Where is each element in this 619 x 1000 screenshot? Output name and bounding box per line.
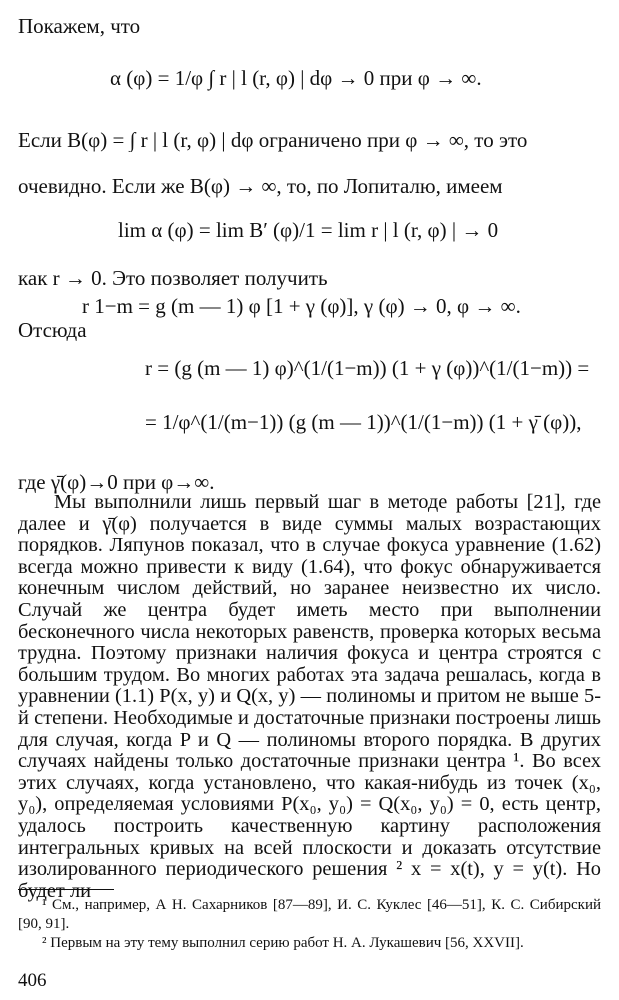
- intro-line: Покажем, что: [18, 14, 141, 38]
- bounded-line: Если B(φ) = ∫ r | l (r, φ) | dφ ограничено при φ → ∞, то это: [18, 128, 528, 152]
- power-formula: r 1−m = g (m — 1) φ [1 + γ (φ)], γ (φ) → 0, φ → ∞.: [82, 294, 521, 318]
- page-number: 406: [18, 970, 47, 991]
- footnote-rule: [18, 889, 114, 890]
- lopital-line: очевидно. Если же B(φ) → ∞, то, по Лопиталю, имеем: [18, 174, 503, 198]
- footnote-1: ¹ См., например, А Н. Сахарников [87—89], И. С. Куклес [46—51], К. С. Сибирский [90, 91].: [18, 897, 601, 932]
- alpha-formula: α (φ) = 1/φ ∫ r | l (r, φ) | dφ → 0 при φ → ∞.: [110, 66, 482, 90]
- radius-formula: r = (g (m — 1) φ)^(1/(1−m)) (1 + γ (φ))^(1/(1−m)) =: [145, 356, 590, 380]
- therefore-line: Отсюда: [18, 318, 87, 342]
- main-paragraph: [18, 491, 601, 902]
- gamma-condition-line: где γ̄(φ)→0 при φ→∞.: [18, 470, 215, 494]
- footnote-2: ² Первым на эту тему выполнил серию работ Н. А. Лукашевич [56, XXVII].: [42, 935, 524, 951]
- radius-continuation-formula: = 1/φ^(1/(m−1)) (g (m — 1))^(1/(1−m)) (1 + γ̄ (φ)),: [145, 410, 582, 434]
- main-paragraph-text: Мы выполнили лишь первый шаг в методе работы [21], где далее и γ̄(φ) получается в виде суммы малых возрастающих порядков. Ляпунов показал, что в случае фокуса уравнение (1.62) всегда можно привести к виду (1.64), что фокус обнаруживается конечным числом действий, но заранее неизвестно их число. Случай же центра будет иметь место при выполнении бесконечного числа некоторых равенств, проверка которых весьма трудна. Поэтому признаки наличия фокуса и центра строятся с большим трудом. Во многих работах эта задача решалась, когда в уравнении (1.1) P(x, y) и Q(x, y) — полиномы и притом не выше 5-й степени. Необходимые и достаточные признаки построены лишь для случая, когда P и Q — полиномы второго порядка. В других случаях найдены только достаточные признаки центра ¹. Во всех этих случаях, когда установлено, что какая-нибудь из точек (x₀, y₀), определяемая условиями P(x₀, y₀) = Q(x₀, y₀) = 0, есть центр, удалось построить качественную картину расположения интегральных кривых на всей плоскости и доказать отсутствие изолированного периодического решения ² x = x(t), y = y(t). Но будет ли: [18, 491, 601, 902]
- limit-condition-line: как r → 0. Это позволяет получить: [18, 266, 328, 290]
- limit-formula: lim α (φ) = lim B′ (φ)/1 = lim r | l (r, φ) | → 0: [118, 218, 499, 242]
- footnotes: [18, 896, 601, 953]
